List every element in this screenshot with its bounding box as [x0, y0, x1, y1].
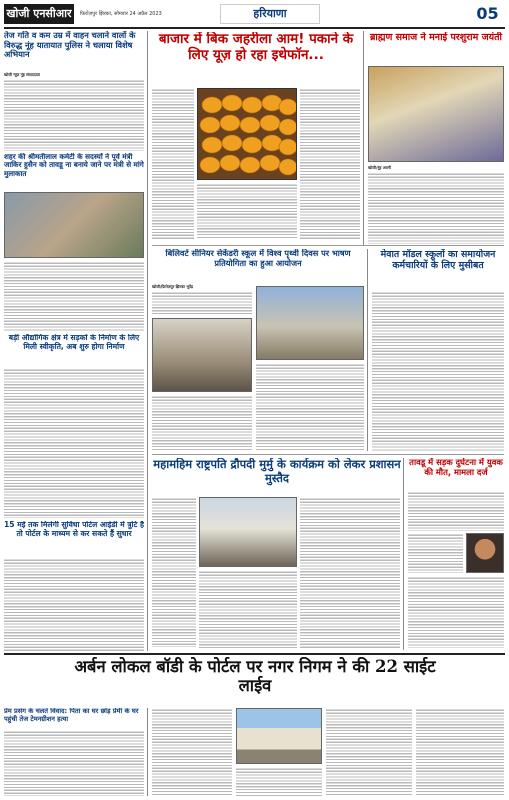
- article-headline: 15 मई तक मिलेगी सुविधा पोर्टल आईडी में त्रुटि है तो पोर्टल के माध्यम से कर सकते हैं सुधार: [4, 521, 144, 538]
- article-headline: ब्राह्मण समाज ने मनाई परशुराम जयंती: [369, 32, 503, 43]
- article-body-text: [197, 183, 297, 240]
- masthead-brand: खोजी एनसीआर: [4, 4, 74, 24]
- article-body-text: [372, 291, 504, 451]
- article-headline: मेवात मॉडल स्कूलों का समायोजन कर्मचारियों के लिए मुसीबत: [380, 249, 496, 272]
- column-divider: [363, 31, 364, 246]
- article-body-text: [326, 708, 412, 796]
- article-body-text: [4, 79, 144, 151]
- portrait-photo: [466, 533, 504, 573]
- article-body-text: [199, 570, 297, 648]
- celebration-photo: [368, 66, 504, 162]
- article-headline: बिलिवर्ट सीनियर सेकेंडरी स्कूल में विश्व पृथ्वी दिवस पर भाषण प्रतियोगिता का हुआ आयोजन: [165, 249, 351, 268]
- page-number: 05: [476, 4, 499, 23]
- municipal-building-photo: [236, 708, 322, 764]
- article-body-text: [152, 497, 196, 647]
- officials-photo: [199, 497, 297, 567]
- article-headline: तावडू में सड़क दुर्घटना में युवक की मौत, मामला दर्ज: [409, 458, 503, 477]
- school-building-photo: [256, 286, 364, 360]
- article-body-text: [256, 363, 364, 451]
- article-body-text: [236, 767, 322, 796]
- mangoes-photo: [197, 88, 297, 180]
- article-body-text: [300, 88, 360, 240]
- delegation-photo: [4, 192, 144, 258]
- column-divider: [147, 708, 148, 796]
- article-body-text: [368, 172, 504, 244]
- article-headline: महामहिम राष्ट्रपति द्रौपदी मुर्मु के कार्यक्रम को लेकर प्रशासन मुस्तैद: [153, 458, 401, 485]
- article-body-text: [4, 368, 144, 518]
- masthead-dateline: फ़िरोज़पुर झिरका, सोमवार 24 अप्रैल 2023: [80, 11, 162, 17]
- article-body-text: [152, 88, 194, 240]
- section-rule: [152, 245, 504, 246]
- column-divider: [403, 458, 404, 650]
- article-headline: तेज गति व कम उम्र में वाहन चलाने वालों के विरुद्ध नूंह यातायात पुलिस ने चलाया विशेष अभियान: [4, 31, 136, 60]
- bottom-headline: अर्बन लोकल बॉडी के पोर्टल पर नगर निगम ने की 22 साईट लाईव: [74, 657, 436, 696]
- article-body-text: [408, 533, 463, 573]
- masthead-section: हरियाणा: [220, 4, 320, 24]
- article-byline: खोजी/नूंह अवनी: [368, 165, 391, 170]
- article-body-text: [408, 491, 504, 531]
- article-byline: खोजी/फ़िरोज़पुर झिरका भूपेंद्र: [152, 284, 194, 289]
- article-body-text: [408, 576, 504, 648]
- section-rule: [152, 454, 504, 455]
- article-headline: शहर की श्रीमतीलाल कमेटी के सदस्यों ने पूर्व मंत्री जाकिर हुसैन को तावडू ना बनाये जाने पर मंत्री से मांगे मुलाकात: [4, 153, 144, 178]
- section-rule: [4, 653, 505, 655]
- article-body-text: [4, 558, 144, 652]
- article-body-text: [152, 395, 252, 451]
- masthead-rule: [4, 27, 505, 29]
- article-headline: बड़ी औद्योगिक क्षेत्र में सड़कों के निर्माण के लिए मिली स्वीकृति, अब शुरु होगा निर्माण: [8, 334, 140, 351]
- school-event-photo: [152, 318, 252, 392]
- article-byline: खोजी न्यूज़ नूंह संवाददाता: [4, 72, 40, 77]
- article-body-text: [152, 708, 232, 796]
- column-divider: [367, 249, 368, 451]
- article-body-text: [416, 708, 504, 796]
- article-body-text: [4, 261, 144, 331]
- article-body-text: [4, 730, 144, 796]
- article-body-text: [152, 291, 252, 316]
- article-headline: प्रेम प्रसंग के चलते विवाद: पिता का घर छोड़ प्रेमी के घर पहुंची तेज टेमनग्रीशन हत्या: [4, 708, 139, 723]
- lead-headline: बाजार में बिक जहरीला आम! पकाने के लिए यूज़ हो रहा इथेफॉन...: [158, 32, 354, 63]
- column-divider: [147, 31, 148, 651]
- article-body-text: [300, 497, 400, 648]
